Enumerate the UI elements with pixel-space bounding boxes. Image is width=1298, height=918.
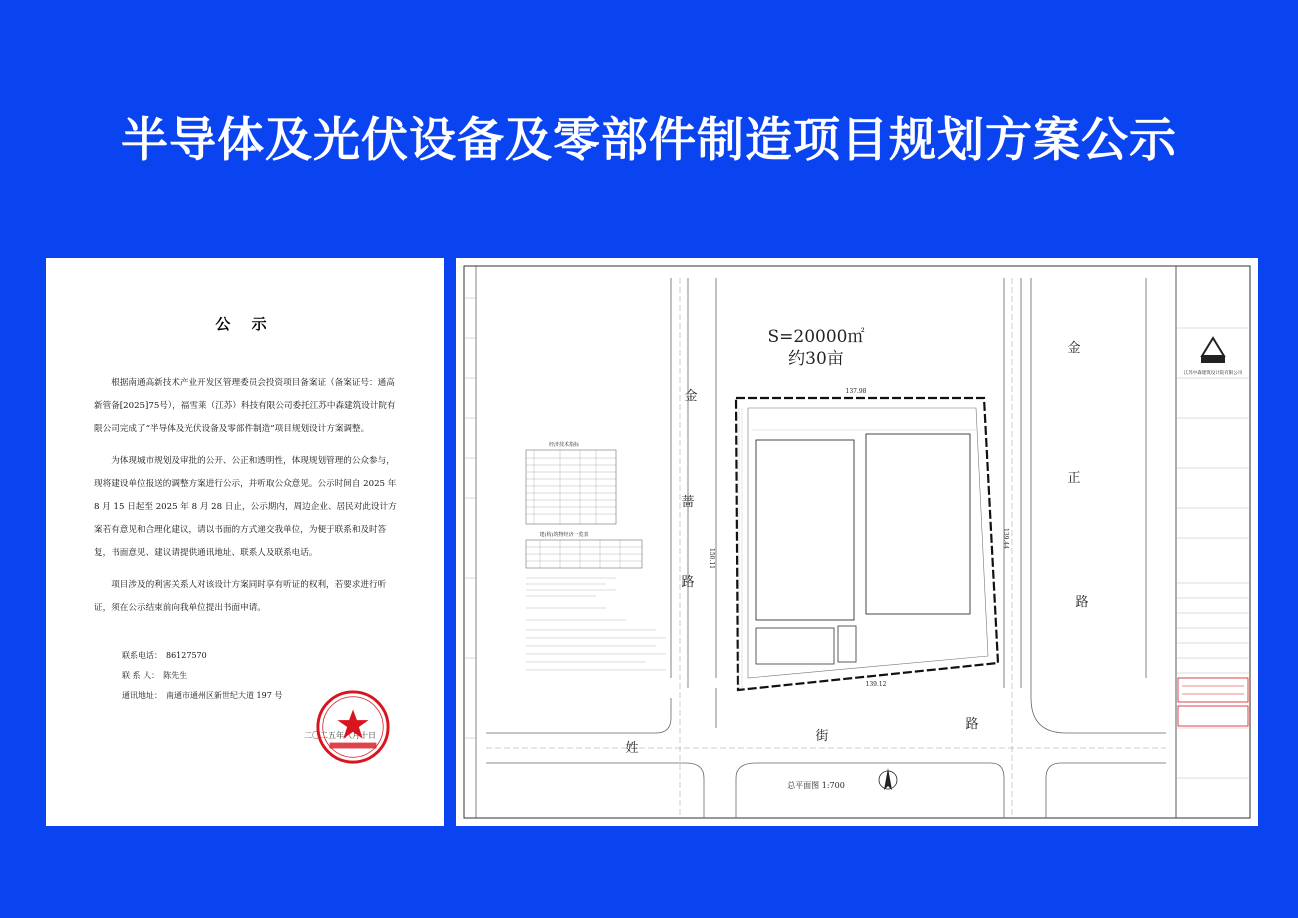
road-southwest-char: 姓 [625,741,639,756]
contact-block [122,646,282,706]
site-plan-drawing [456,258,1258,826]
official-seal-icon [314,688,392,766]
road-south-char-2: 路 [965,717,979,732]
dimension-right: 139.44 [1002,528,1009,549]
page-title: 半导体及光伏设备及零部件制造项目规划方案公示 [121,113,1177,168]
notice-document [46,258,444,826]
notice-paragraph-1: 根据南通高新技术产业开发区管理委员会投资项目备案证（备案证号：通高新管备[2025]75号），福雪莱（江苏）科技有限公司委托江苏中森建筑设计院有限公司完成了“半导体及光伏设备及零部件制造”项目规划设计方案调整。 [94,378,396,434]
dimension-top: 137.98 [845,388,867,395]
notice-date: 二〇二五年八月十日 [304,731,376,740]
site-area-label: S=20000㎡ [767,327,865,347]
building-table-title: 建(构)筑物经济一览表 [539,532,589,538]
building-1 [756,440,854,620]
notice-paragraph-2: 为体现城市规划及审批的公开、公正和透明性，体现规划管理的公众参与，现将建设单位报送的调整方案进行公示，并听取公众意见。公示时间自 2025 年 8 月 15 日起至 2025 年 8 月 28 日止，公示期内，周边企业、居民对此设计方案若有意见和合理化建议，请以书面的方式递交我单位，为便于联系和及时答复，书面意见、建议请提供通讯地址、联系人及联系电话。 [94,456,397,558]
phone-label: 联系电话： [122,651,162,660]
road-east-char-1: 金 [1067,341,1081,356]
road-west-char-2: 蔷 [681,495,695,510]
site-plan-svg [456,258,1258,826]
road-south-char-1: 街 [815,729,829,744]
road-east-char-3: 路 [1075,595,1089,610]
building-table [526,531,642,568]
notice-body [94,372,400,620]
phone-value: 86127570 [166,651,207,660]
notice-heading: 公 示 [215,315,275,333]
road-west-char-3: 路 [681,575,695,590]
notice-paragraph-3: 项目涉及的利害关系人对该设计方案同时享有听证的权利，若要求进行听证，须在公示结束前向我单位提出书面申请。 [94,580,387,613]
person-value: 陈先生 [163,671,188,680]
indicator-table-title: 经济技术指标 [548,442,580,448]
dimension-bottom: 139.12 [865,681,887,688]
north-arrow-icon [879,768,897,790]
dimension-left: 150.11 [708,548,715,569]
road-east-char-2: 正 [1067,471,1081,486]
indicator-table [526,441,616,524]
drawing-notes [526,578,666,670]
site-boundary [736,398,998,690]
site-area-mu-label: 约30亩 [788,349,844,369]
building-3 [756,628,834,664]
building-2 [866,434,970,614]
firm-name: 江苏中森建筑设计院有限公司 [1183,371,1243,376]
firm-logo-icon [1201,338,1225,363]
road-west-char-1: 金 [684,389,698,404]
plan-caption: 总平面图 1:700 [787,781,845,790]
address-value: 南通市通州区新世纪大道 197 号 [166,691,283,700]
address-label: 通讯地址： [122,691,162,700]
person-label: 联 系 人： [122,671,160,680]
